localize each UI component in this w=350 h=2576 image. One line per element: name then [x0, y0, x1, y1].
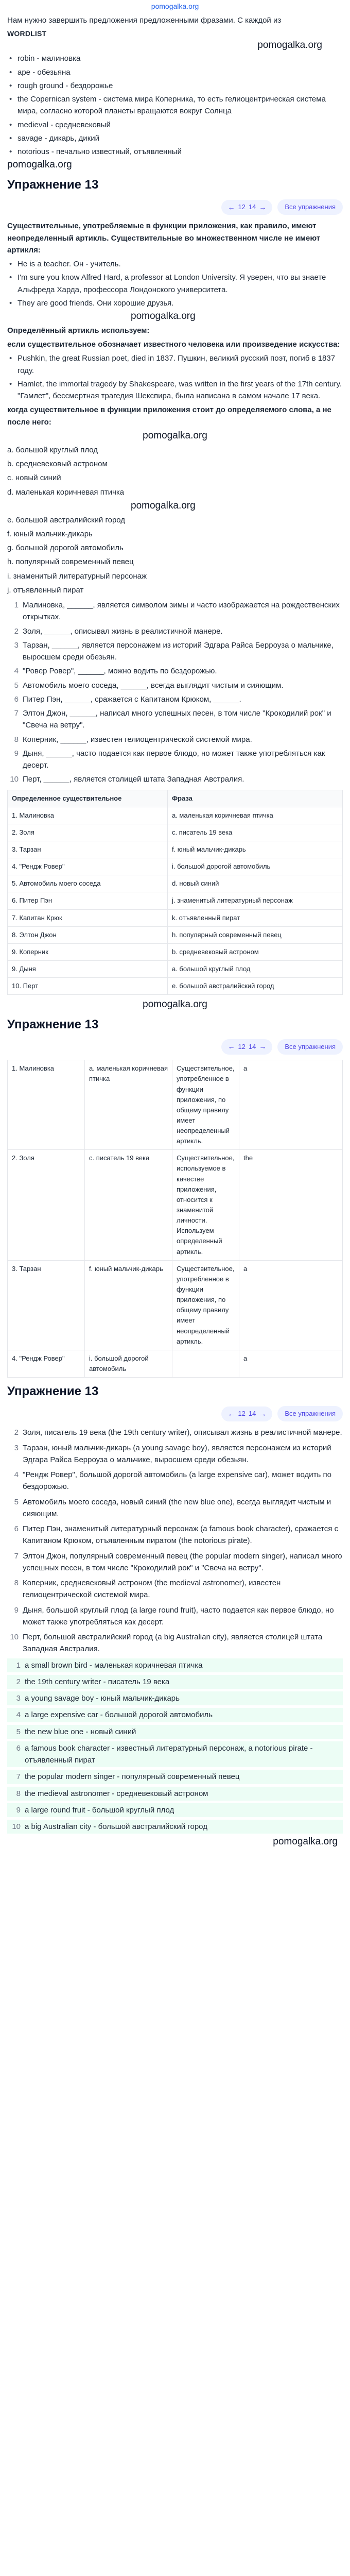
list-item: • They are good friends. Они хорошие друзья. — [7, 297, 343, 309]
section-title: Упражнение 13 — [7, 1384, 99, 1399]
list-item: • rough ground - бездорожье — [7, 80, 343, 92]
explanation-table — [7, 1060, 343, 1378]
page-nav — [221, 1406, 272, 1422]
prev-page-number[interactable]: 12 — [238, 203, 246, 211]
table-row: 1. Малиновка a. маленькая коричневая птичка — [8, 807, 343, 824]
list-item: 7 Элтон Джон, популярный современный певец (the popular modern singer), написал много успешных песен, в том числе "Крокодилий рок" и "Свеча на ветру". — [14, 1551, 342, 1572]
list-item: • medieval - средневековый — [7, 119, 343, 131]
rule-def-heading: Определённый артикль используем: — [7, 326, 150, 335]
list-item: 4 "Рендж Ровер", большой дорогой автомобиль (a large expensive car), может водить по бездорожью. — [14, 1470, 331, 1492]
list-item: 6 Питер Пэн, ______, сражается с Капитаном Крюком, ______. — [14, 694, 241, 704]
rule-phrase: когда существительное в функции приложения стоит до определяемого слова, а не после него: — [7, 405, 331, 427]
list-item: d. маленькая коричневая птичка — [7, 487, 125, 497]
list-item: 6 a famous book character - известный литературный персонаж, a notorious pirate - отъявленный пират — [7, 1741, 343, 1768]
watermark: pomogalka.org — [7, 159, 72, 171]
list-item: b. средневековый астроном — [7, 460, 108, 468]
list-item: i. знаменитый литературный персонаж — [7, 571, 147, 581]
table-row: 2. Золя c. писатель 19 века Существительное, используемое в качестве приложения, относится к знаменитой личности. Используем определенный артикль. the — [8, 1150, 343, 1260]
intro-text: Нам нужно завершить предложения предложенными фразами. С каждой из — [7, 15, 282, 25]
all-exercises-button[interactable]: Все упражнения — [277, 199, 343, 215]
wordlist — [7, 53, 343, 158]
table-row: 2. Золя c. писатель 19 века — [8, 824, 343, 841]
list-item: • Pushkin, the great Russian poet, died in 1837. Пушкин, великий русский поэт, погиб в 1837 году. — [7, 352, 343, 377]
next-page-number[interactable]: 14 — [248, 203, 256, 211]
list-item: 1 Малиновка, ______, является символом зимы и часто изображается на рождественских открытках. — [14, 601, 340, 622]
table-row: 7. Капитан Крюк k. отъявленный пират — [8, 909, 343, 926]
watermark: pomogalka.org — [273, 1836, 338, 1848]
list-item: 3 Тарзан, юный мальчик-дикарь (a young savage boy), является персонажем из историй Эдгара Райса Берроуза о мальчике, выросшем среди обезьян. — [14, 1443, 331, 1464]
table-row: 3. Тарзан f. юный мальчик-дикарь Существительное, употребленное в функции приложения, по общему правилу имеет неопределенный артикль. a — [8, 1260, 343, 1350]
list-item: 3 a young savage boy - юный мальчик-дикарь — [7, 1691, 343, 1705]
exercise-nav — [7, 1038, 343, 1056]
vocab-list — [7, 1658, 343, 1834]
next-page-number[interactable]: 14 — [248, 1043, 256, 1051]
list-item: 2 the 19th century writer - писатель 19 века — [7, 1675, 343, 1689]
list-item: 5 Автомобиль моего соседа, новый синий (the new blue one), всегда выглядит чистым и сияющим. — [14, 1497, 331, 1518]
list-item: • the Copernican system - система мира Коперника, то есть гелиоцентрическая система мира, согласно которой планеты вращаются вокруг Солнца — [7, 93, 343, 117]
list-item: 4 a large expensive car - большой дорогой автомобиль — [7, 1708, 343, 1722]
examples-common — [7, 258, 343, 309]
prev-arrow-icon[interactable]: ← — [227, 202, 235, 211]
list-item: 7 the popular modern singer - популярный современный певец — [7, 1770, 343, 1784]
table-header-row — [8, 790, 343, 807]
watermark: pomogalka.org — [257, 39, 322, 50]
prev-page-number[interactable]: 12 — [238, 1043, 246, 1051]
list-item: • notorious - печально известный, отъявленный — [7, 146, 343, 158]
list-item: 3 Тарзан, ______, является персонажем из историй Эдгара Райса Берроуза о мальчике, выросшем среди обезьян. — [14, 640, 334, 662]
list-item: e. большой австралийский город — [7, 515, 126, 524]
page-nav — [221, 200, 272, 215]
list-item: 5 the new blue one - новый синий — [7, 1725, 343, 1739]
list-item: c. новый синий — [7, 473, 61, 483]
list-item: 7 Элтон Джон, ______, написал много успешных песен, в том числе "Крокодилий рок" и "Свеча на ветру". — [14, 709, 331, 730]
table-row: 8. Элтон Джон h. популярный современный певец — [8, 926, 343, 943]
list-item: 9 Дыня, ______, часто подается как первое блюдо, но может также употребляться как десерт. — [14, 749, 325, 770]
site-link[interactable]: pomogalka.org — [151, 2, 199, 10]
watermark: pomogalka.org — [143, 999, 207, 1010]
table-row: 5. Автомобиль моего соседа d. новый синий — [8, 875, 343, 892]
page-nav — [221, 1039, 272, 1055]
list-item: 5 Автомобиль моего соседа, ______, всегда выглядит чистым и сияющим. — [14, 681, 284, 690]
list-item: 10 a big Australian city - большой австралийский город — [7, 1820, 343, 1834]
section-title: Упражнение 13 — [7, 1018, 99, 1032]
rule-common: Существительные, употребляемые в функции приложения, как правило, имеют неопределенный артикль. Существительные во множественном числе не имеют артикля: — [7, 222, 321, 255]
next-arrow-icon[interactable]: → — [259, 202, 267, 211]
prev-arrow-icon[interactable]: ← — [227, 1409, 235, 1418]
list-item: 6 Питер Пэн, знаменитый литературный персонаж (a famous book character), сражается с Капитаном Крюком, отъявленным пиратом (the notorious pirate). — [14, 1524, 339, 1546]
list-item: h. популярный современный певец — [7, 557, 134, 567]
all-exercises-button[interactable]: Все упражнения — [277, 1039, 343, 1055]
list-item: 4 "Ровер Ровер", ______, можно водить по бездорожью. — [14, 667, 217, 676]
match-table — [7, 790, 343, 995]
exercise-nav — [7, 198, 343, 216]
column-header: Фраза — [167, 790, 342, 807]
table-row: 9. Дыня a. большой круглый плод — [8, 960, 343, 977]
sentence-list — [7, 599, 343, 786]
wordlist-heading: WORDLIST — [7, 29, 47, 38]
list-item: 2 Золя, ______, описывал жизнь в реалистичной манере. — [14, 626, 223, 636]
list-item: 8 the medieval astronomer - средневековый астроном — [7, 1787, 343, 1801]
watermark: pomogalka.org — [143, 430, 207, 441]
list-item: • savage - дикарь, дикий — [7, 132, 343, 144]
list-item: 10 Перт, ______, является столицей штата Западная Австралия. — [10, 775, 244, 784]
prev-arrow-icon[interactable]: ← — [227, 1042, 235, 1051]
section-title: Упражнение 13 — [7, 178, 99, 192]
list-item: f. юный мальчик-дикарь — [7, 529, 93, 538]
column-header: Определенное существительное — [8, 790, 168, 807]
table-row: 9. Коперник b. средневековый астроном — [8, 943, 343, 960]
list-item: 8 Коперник, средневековый астроном (the medieval astronomer), известен гелиоцентрической системой мира. — [14, 1579, 281, 1600]
watermark: pomogalka.org — [131, 500, 196, 511]
list-item: 8 Коперник, ______, известен гелиоцентрической системой мира. — [14, 735, 252, 744]
table-row: 1. Малиновка a. маленькая коричневая птичка Существительное, употребленное в функции приложения, по общему правилу имеет неопределенный артикль. a — [8, 1060, 343, 1150]
list-item: g. большой дорогой автомобиль — [7, 544, 124, 553]
table-row: 6. Питер Пэн j. знаменитый литературный персонаж — [8, 892, 343, 909]
phrase-list — [7, 444, 343, 596]
list-item: • ape - обезьяна — [7, 66, 343, 78]
next-arrow-icon[interactable]: → — [259, 1409, 267, 1418]
list-item: • He is a teacher. Он - учитель. — [7, 258, 343, 270]
list-item: • Hamlet, the immortal tragedy by Shakespeare, was written in the first years of the 17th century. "Гамлет", бессмертная трагедия Шекспира, была написана в самом начале 17 века. — [7, 378, 343, 402]
rule-def-body: если существительное обозначает известного человека или произведение искусства: — [7, 340, 340, 349]
list-item: 10 Перт, большой австралийский город (a big Australian city), является столицей штата Западная Австралия. — [10, 1633, 323, 1654]
table-row: 4. "Рендж Ровер" i. большой дорогой автомобиль — [8, 858, 343, 875]
list-item: j. отъявленный пират — [7, 585, 84, 595]
examples-def — [7, 352, 343, 402]
list-item: • robin - малиновка — [7, 53, 343, 64]
all-exercises-button[interactable]: Все упражнения — [277, 1406, 343, 1421]
prev-page-number[interactable]: 12 — [238, 1410, 246, 1418]
next-page-number[interactable]: 14 — [248, 1410, 256, 1418]
watermark: pomogalka.org — [131, 311, 196, 322]
table-row: 4. "Рендж Ровер" i. большой дорогой автомобиль a — [8, 1350, 343, 1377]
exercise-nav — [7, 1405, 343, 1422]
list-item: 9 Дыня, большой круглый плод (a large round fruit), часто подается как первое блюдо, но может также употребляться как десерт. — [14, 1605, 334, 1626]
table-row: 3. Тарзан f. юный мальчик-дикарь — [8, 841, 343, 858]
list-item: 1 a small brown bird - маленькая коричневая птичка — [7, 1658, 343, 1672]
list-item: a. большой круглый плод — [7, 445, 98, 454]
answer-list — [7, 1427, 343, 1655]
list-item: • I'm sure you know Alfred Hard, a professor at London University. Я уверен, что вы знаете Альфреда Харда, профессора Лондонского университета. — [7, 272, 343, 296]
next-arrow-icon[interactable]: → — [259, 1042, 267, 1051]
list-item: 2 Золя, писатель 19 века (the 19th century writer), описывал жизнь в реалистичной манере. — [14, 1428, 342, 1437]
list-item: 9 a large round fruit - большой круглый плод — [7, 1803, 343, 1817]
table-row: 10. Перт e. большой австралийский город — [8, 978, 343, 995]
